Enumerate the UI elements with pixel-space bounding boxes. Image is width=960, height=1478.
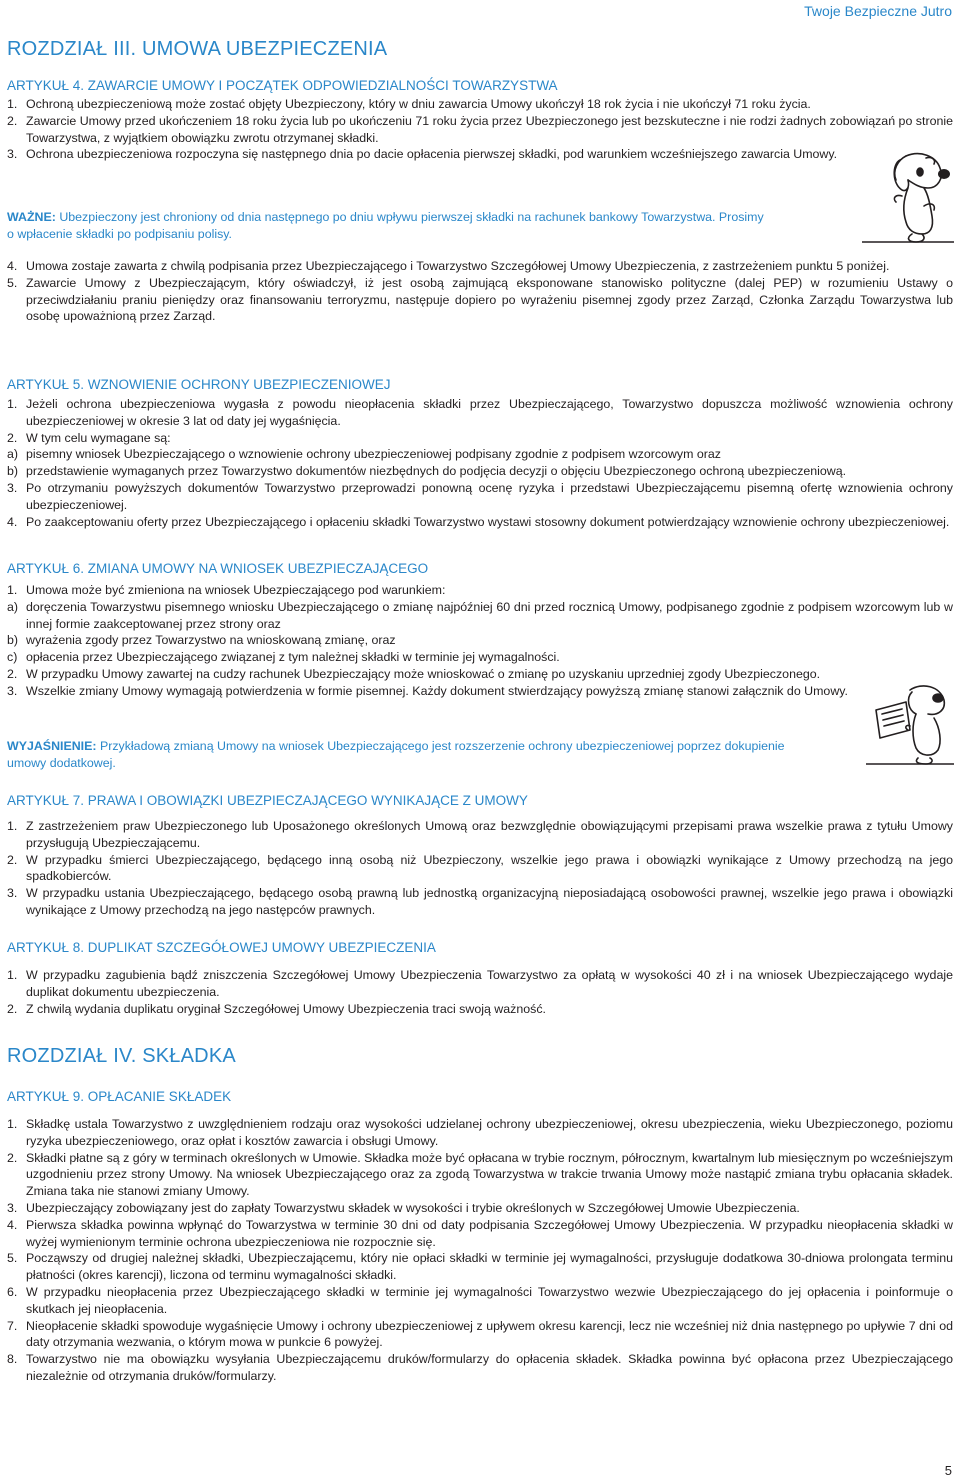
article-9-title: ARTYKUŁ 9. OPŁACANIE SKŁADEK — [7, 1089, 232, 1104]
article-6-items — [7, 582, 953, 700]
list-item: 7. Nieopłacenie składki spowoduje wygaśnięcie Umowy i ochrony ubezpieczeniowej z upływem okresu karencji, lecz nie wcześniej niż dnia następnego po upływie 7 dni od daty otrzymania wezwania, o którym mowa w punkcie 6 powyżej. — [7, 1318, 953, 1350]
list-item: 2. Z chwilą wydania duplikatu oryginał Szczegółowej Umowy Ubezpieczenia traci swoją ważność. — [7, 1001, 546, 1016]
list-item: 2. Zawarcie Umowy przed ukończeniem 18 roku życia lub po ukończeniu 71 roku życia przez Ubezpieczonego jest bezskuteczne i nie rodzi żadnych zobowiązań po stronie Towarzystwa, z wyjątkiem obowiązku zwrotu otrzymanej składki. — [7, 113, 953, 145]
list-item: c) opłacenia przez Ubezpieczającego związanej z tym należnej składki w terminie jej wymagalności. — [7, 650, 560, 665]
important-note — [7, 209, 852, 243]
list-item: 4. Umowa zostaje zawarta z chwilą podpisania przez Ubezpieczającego i Towarzystwo Szczegółowej Umowy Ubezpieczenia, z zastrzeżeniem punktu 5 poniżej. — [7, 259, 890, 273]
list-item: 2. W przypadku Umowy zawartej na cudzy rachunek Ubezpieczający może wnioskować o zmianę po uzyskaniu uprzedniej zgody Ubezpieczonego. — [7, 666, 821, 681]
list-item: 1. Ochroną ubezpieczeniową może zostać objęty Ubezpieczony, który w dniu zawarcia Umowy ukończył 18 rok życia i nie ukończył 71 roku życia. — [7, 97, 811, 111]
list-item: 1. Umowa może być zmieniona na wniosek Ubezpieczającego pod warunkiem: — [7, 583, 446, 597]
list-item: 3. Ochrona ubezpieczeniowa rozpoczyna się następnego dnia po dacie opłacenia pierwszej składki, pod warunkiem wcześniejszego zawarcia Umowy. — [7, 147, 838, 162]
article-7-items — [7, 818, 953, 919]
list-item: a) doręczenia Towarzystwu pisemnego wniosku Ubezpieczającego o zmianę najpóźniej 60 dni przed rocznicą Umowy, podpisanego zgodnie z podpisem wzorcowym lub w innej formie zaakceptowanej przez strony oraz — [7, 599, 953, 631]
list-item: b) wyrażenia zgody przez Towarzystwo na wnioskowaną zmianę, oraz — [7, 633, 396, 648]
chapter-3-heading: ROZDZIAŁ III. UMOWA UBEZPIECZENIA — [7, 38, 388, 60]
article-5-items — [7, 396, 953, 530]
article-5-title-display: ARTYKUŁ 5. WZNOWIENIE OCHRONY UBEZPIECZENIOWEJ — [7, 377, 391, 392]
list-item: 2. W przypadku śmierci Ubezpieczającego, będącego inną osobą niż Ubezpieczony, wszelkie jego prawa i obowiązki wynikające z Umowy przechodzą na jego spadkobierców. — [7, 852, 953, 884]
list-item: 1. Jeżeli ochrona ubezpieczeniowa wygasła z powodu nieopłacenia składki przez Ubezpieczającego, Towarzystwo dopuszcza możliwość wznowienia ochrony ubezpieczeniowej w okresie 3 lat od daty jej wygaśnięcia. — [7, 397, 953, 428]
page-number: 5 — [944, 1463, 952, 1478]
note-label: WYJAŚNIENIE: — [7, 739, 97, 753]
note-text: Ubezpieczony jest chroniony od dnia następnego po dniu wpływu pierwszej składki na rachunek bankowy Towarzystwa. Prosimy — [59, 210, 764, 224]
list-item: 4. Pierwsza składka powinna wpłynąć do Towarzystwa w terminie 30 dni od daty podpisania Szczegółowej Umowy Ubezpieczenia. W przypadku nieopłacenia składki w wyżej wymienionym terminie ochrona ubezpieczeniowa nie rozpocznie się. — [7, 1217, 953, 1249]
article-6-title: ARTYKUŁ 6. ZMIANA UMOWY NA WNIOSEK UBEZPIECZAJĄCEGO — [7, 561, 429, 576]
brand-tagline: Twoje Bezpieczne Jutro — [804, 3, 952, 19]
article-8-title: ARTYKUŁ 8. DUPLIKAT SZCZEGÓŁOWEJ UMOWY UBEZPIECZENIA — [7, 940, 436, 955]
article-4-items-continued — [7, 258, 953, 325]
article-4-items — [7, 96, 953, 163]
list-item: 1. Z zastrzeżeniem praw Ubezpieczonego lub Uposażonego określonych Umową oraz bezwzględnie obowiązującymi przepisami prawa wszelkie prawa z tytułu Umowy przysługują Ubezpieczającemu. — [7, 819, 953, 850]
article-7-title: ARTYKUŁ 7. PRAWA I OBOWIĄZKI UBEZPIECZAJĄCEGO WYNIKAJĄCE Z UMOWY — [7, 793, 528, 808]
note-text: o wpłacenie składki po podpisaniu polisy. — [7, 226, 233, 241]
list-item: 5. Począwszy od drugiej należnej składki, Ubezpieczającemu, który nie opłaci składki w terminie jej wymagalności, przysługuje dodatkowa 30-dniowa prolongata terminu płatności (okres karencji), liczona od terminu wymagalności składki. — [7, 1251, 953, 1283]
note-text: Przykładową zmianą Umowy na wniosek Ubezpieczającego jest rozszerzenie ochrony ubezpieczeniowej poprzez dokupienie — [99, 739, 785, 753]
list-item: 5. Zawarcie Umowy z Ubezpieczającym, który oświadczył, iż jest osobą zajmującą eksponowane stanowisko polityczne (dalej PEP) w rozumieniu Ustawy o przeciwdziałaniu praniu pieniędzy oraz finansowaniu terroryzmu, następuje dopiero po wyrażeniu pisemnej zgody przez Zarząd, Członka Zarządu Towarzystwa lub osobę upoważnioną przez Zarząd. — [7, 275, 953, 324]
list-item: 3. Ubezpieczający zobowiązany jest do zapłaty Towarzystwu składek w wysokości i trybie określonych w Szczegółowej Umowie Ubezpieczenia. — [7, 1200, 800, 1215]
list-item: 3. Wszelkie zmiany Umowy wymagają potwierdzenia w formie pisemnej. Każdy dokument stwierdzający powyższą zmianę stanowi załącznik do Umowy. — [7, 683, 848, 698]
list-item: 4. Po zaakceptowaniu oferty przez Ubezpieczającego i opłaceniu składki Towarzystwo wystawi stosowny dokument potwierdzający wznowienie ochrony ubezpieczeniowej. — [7, 514, 950, 529]
list-item: 1. W przypadku zagubienia bądź zniszczenia Szczegółowej Umowy Ubezpieczenia Towarzystwo za opłatą w wysokości 40 zł i na wniosek Ubezpieczającego wydaje duplikat dokumentu ubezpieczenia. — [7, 968, 953, 999]
list-item: 3. W przypadku ustania Ubezpieczającego, będącego osobą prawną lub jednostką organizacyjną nieposiadającą osobowości prawnej, wszelkie jego prawa i obowiązki wynikające z Umowy przechodzą na jego następców prawnych. — [7, 886, 953, 917]
chapter-4-heading: ROZDZIAŁ IV. SKŁADKA — [7, 1045, 236, 1067]
list-item: 3. Po otrzymaniu powyższych dokumentów Towarzystwo przeprowadzi ponowną ocenę ryzyka i przedstawi Ubezpieczającemu pisemną ofertę wznowienia ochrony ubezpieczeniowej. — [7, 480, 953, 512]
list-item: 6. W przypadku nieopłacenia przez Ubezpieczającego składki w terminie jej wymagalności Towarzystwo wezwie Ubezpieczającego do jej opłacenia i poinformuje o skutkach jej nieopłacenia. — [7, 1284, 953, 1316]
snoopy-reading-illustration — [866, 680, 954, 766]
list-item: a) pisemny wniosek Ubezpieczającego o wznowienie ochrony ubezpieczeniowej podpisany zgodnie z podpisem wzorcowym oraz — [7, 447, 721, 462]
list-item: 1. Składkę ustala Towarzystwo z uwzględnieniem rodzaju oraz wysokości udzielanej ochrony ubezpieczeniowej, okresu ubezpieczenia, wieku Ubezpieczonego, poziomu ryzyka ubezpieczeniowego, oraz opłat i kosztów zawarcia i obsługi Umowy. — [7, 1117, 953, 1148]
explanation-note — [7, 738, 852, 772]
list-item: b) przedstawienie wymaganych przez Towarzystwo dokumentów niezbędnych do podjęcia decyzji o objęciu Ubezpieczonego ochroną ubezpieczeniową. — [7, 464, 847, 479]
note-label: WAŻNE: — [7, 210, 56, 224]
list-item: 2. Składki płatne są z góry w terminach określonych w Umowie. Składka może być opłacana w trybie rocznym, półrocznym, kwartalnym lub miesięcznym po wcześniejszym uzgodnieniu przez strony Umowy. Na wniosek Ubezpieczającego oraz za zgodą Towarzystwa w trakcie trwania Umowy może nastąpić zmiana trybu opłacania składek. Zmiana taka nie stanowi zmiany Umowy. — [7, 1150, 953, 1199]
list-item: 2. W tym celu wymagane są: — [7, 430, 171, 445]
list-item: 8. Towarzystwo nie ma obowiązku wysyłania Ubezpieczającemu druków/formularzy do opłacenia składek. Składka powinna być opłacona przez Ubezpieczającego niezależnie od otrzymania druków/formularzy. — [7, 1352, 953, 1383]
note-text: umowy dodatkowej. — [7, 755, 116, 770]
article-8-items — [7, 967, 953, 1017]
article-9-items — [7, 1116, 953, 1385]
snoopy-thinking-illustration — [862, 150, 954, 246]
article-4-title: ARTYKUŁ 4. ZAWARCIE UMOWY I POCZĄTEK ODPOWIEDZIALNOŚCI TOWARZYSTWA — [7, 78, 558, 93]
